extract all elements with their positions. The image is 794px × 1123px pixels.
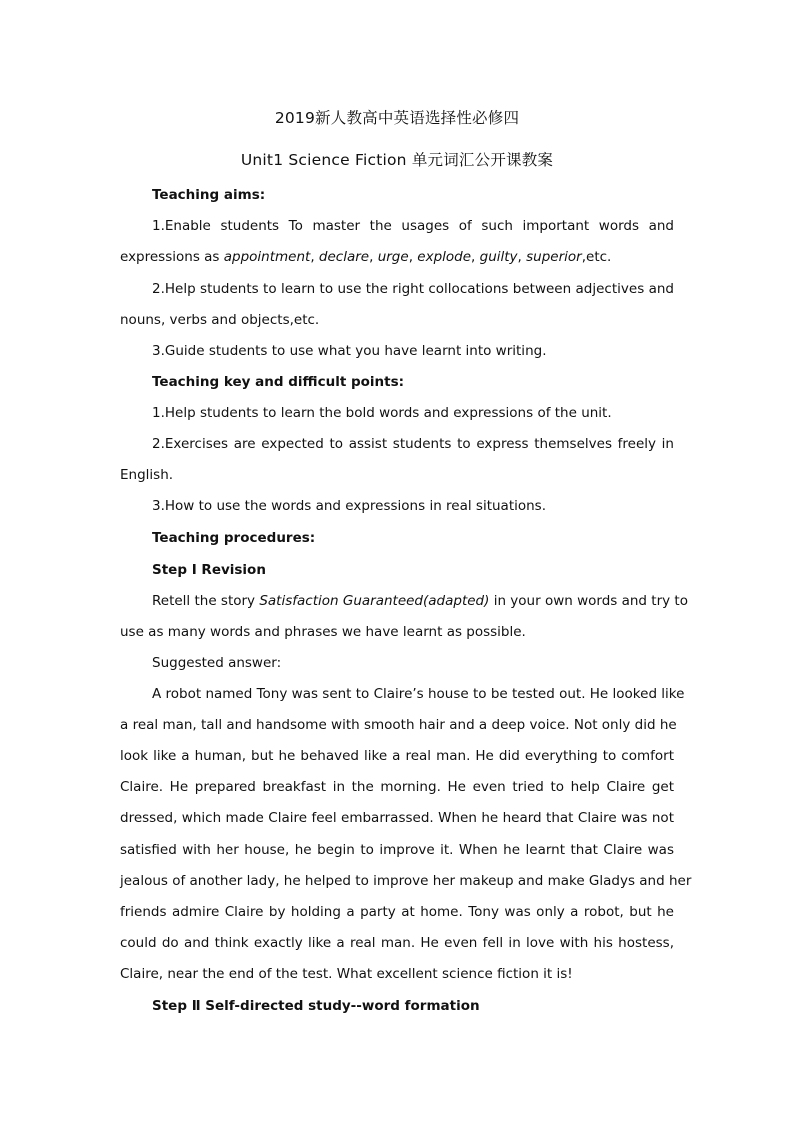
answer-line: Claire. He prepared breakfast in the morning. He even tried to help Claire get bbox=[120, 779, 674, 795]
aim-1-line-2: expressions as appointment, declare, urge, explode, guilty, superior,etc. bbox=[120, 249, 612, 265]
story-title: Satisfaction Guaranteed(adapted) bbox=[259, 593, 490, 609]
answer-line: look like a human, but he behaved like a real man. He did everything to comfort bbox=[120, 748, 674, 764]
answer-line: a real man, tall and handsome with smooth hair and a deep voice. Not only did he bbox=[120, 717, 677, 733]
aim-1-line-1: 1.Enable students To master the usages of such important words and bbox=[152, 218, 674, 234]
aim-word: appointment bbox=[223, 249, 311, 265]
aim-2-line-2: nouns, verbs and objects,etc. bbox=[120, 312, 320, 328]
key-point-2-line-2: English. bbox=[120, 467, 174, 483]
aim-word: declare bbox=[318, 249, 370, 265]
answer-line: jealous of another lady, he helped to improve her makeup and make Gladys and her bbox=[120, 873, 692, 889]
retell-suffix: in your own words and try to bbox=[489, 593, 688, 609]
answer-line: dressed, which made Claire feel embarrassed. When he heard that Claire was not bbox=[120, 810, 674, 826]
procedures-heading: Teaching procedures: bbox=[152, 530, 316, 546]
aim-3: 3.Guide students to use what you have learnt into writing. bbox=[152, 343, 547, 359]
step-2-heading: Step Ⅱ Self-directed study--word formation bbox=[152, 998, 480, 1014]
key-points-heading: Teaching key and difficult points: bbox=[152, 374, 405, 390]
document-page bbox=[120, 0, 692, 1123]
aim-word: urge bbox=[377, 249, 409, 265]
retell-prefix: Retell the story bbox=[152, 593, 260, 609]
teaching-aims-heading: Teaching aims: bbox=[152, 187, 266, 203]
answer-line: A robot named Tony was sent to Claire’s house to be tested out. He looked like bbox=[152, 686, 685, 702]
aim-word: explode bbox=[417, 249, 472, 265]
aim-word: superior bbox=[526, 249, 582, 265]
key-point-2-line-1: 2.Exercises are expected to assist students to express themselves freely in bbox=[152, 436, 674, 452]
document-title: 2019新人教高中英语选择性必修四 bbox=[274, 109, 520, 127]
answer-line: could do and think exactly like a real man. He even fell in love with his hostess, bbox=[120, 935, 674, 951]
aim-word: guilty bbox=[479, 249, 518, 265]
document-subtitle: Unit1 Science Fiction 单元词汇公开课教案 bbox=[240, 151, 554, 169]
aim-1-prefix: expressions as bbox=[120, 249, 224, 265]
answer-line: satisfied with her house, he begin to improve it. When he learnt that Claire was bbox=[120, 842, 674, 858]
retell-line-1 bbox=[152, 592, 688, 610]
retell-line-2: use as many words and phrases we have learnt as possible. bbox=[120, 624, 526, 640]
aim-2-line-1: 2.Help students to learn to use the right collocations between adjectives and bbox=[152, 281, 674, 297]
step-1-heading: Step Ⅰ Revision bbox=[152, 562, 266, 578]
key-point-1: 1.Help students to learn the bold words and expressions of the unit. bbox=[152, 405, 612, 421]
aim-1-suffix: ,etc. bbox=[581, 249, 612, 265]
answer-line: friends admire Claire by holding a party at home. Tony was only a robot, but he bbox=[120, 904, 674, 920]
key-point-3: 3.How to use the words and expressions in real situations. bbox=[152, 498, 547, 514]
suggested-answer-label: Suggested answer: bbox=[152, 655, 282, 671]
answer-line: Claire, near the end of the test. What excellent science fiction it is! bbox=[120, 966, 573, 982]
